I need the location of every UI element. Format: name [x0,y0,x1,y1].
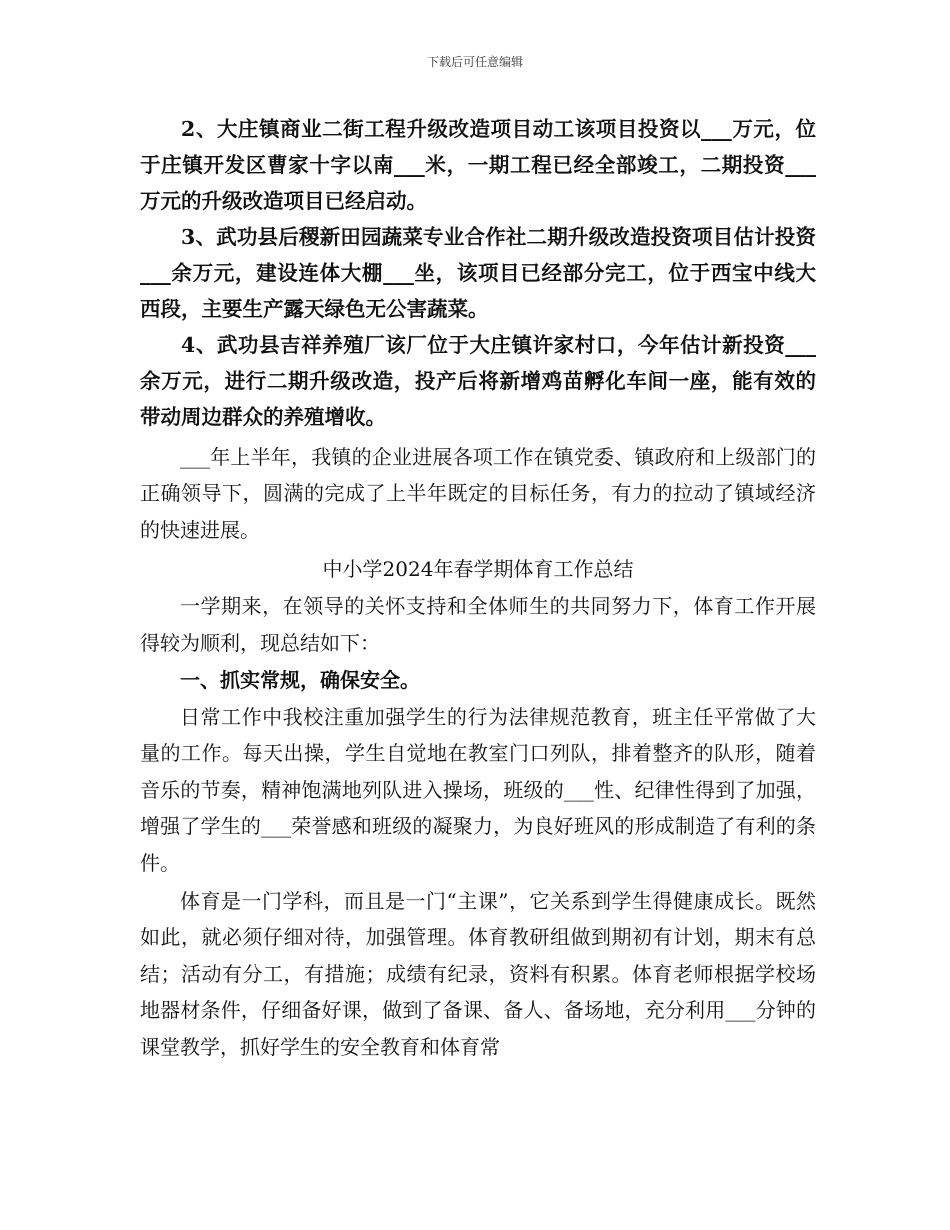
document-body [140,108,816,1065]
report-intro: 一学期来，在领导的关怀支持和全体师生的共同努力下，体育工作开展得较为顺利，现总结如下： [140,594,816,655]
section-heading-1: 一、抓实常规，确保安全。 [180,668,420,693]
half-year-summary: ___年上半年，我镇的企业进展各项工作在镇党委、镇政府和上级部门的正确领导下，圆满的完成了上半年既定的目标任务，有力的拉动了镇域经济的快速进展。 [140,445,816,542]
project-item-4: 4、武功县吉祥养殖厂该厂位于大庄镇许家村口，今年估计新投资___余万元，进行二期升级改造，投产后将新增鸡苗孵化车间一座，能有效的带动周边群众的养殖增收。 [140,333,816,429]
body-paragraph-1: 日常工作中我校注重加强学生的行为法律规范教育，班主任平常做了大量的工作。每天出操，学生自觉地在教室门口列队，排着整齐的队形，随着音乐的节奏，精神饱满地列队进入操场，班级的___性、纪律性得到了加强，增强了学生的___荣誉感和班级的凝聚力，为良好班风的形成制造了有利的条件。 [140,705,816,875]
body-paragraph-2: 体育是一门学科，而且是一门“主课”，它关系到学生得健康成长。既然如此，就必须仔细对待，加强管理。体育教研组做到期初有计划，期末有总结；活动有分工，有措施；成绩有纪录，资料有积累。体育老师根据学校场地器材条件，仔细备好课，做到了备课、备人、备场地，充分利用___分钟的课堂教学，抓好学生的安全教育和体育常 [140,889,816,1059]
project-item-2: 2、大庄镇商业二街工程升级改造项目动工该项目投资以___万元，位于庄镇开发区曹家十字以南___米，一期工程已经全部竣工，二期投资___万元的升级改造项目已经启动。 [140,117,816,213]
project-item-3: 3、武功县后稷新田园蔬菜专业合作社二期升级改造投资项目估计投资___余万元，建设连体大棚___坐，该项目已经部分完工，位于西宝中线大西段，主要生产露天绿色无公害蔬菜。 [140,225,816,321]
report-title: 中小学2024年春学期体育工作总结 [322,557,634,582]
project-list [140,111,816,435]
page-header: 下载后可任意编辑 [426,55,523,69]
half-year-summary-section [140,439,816,548]
